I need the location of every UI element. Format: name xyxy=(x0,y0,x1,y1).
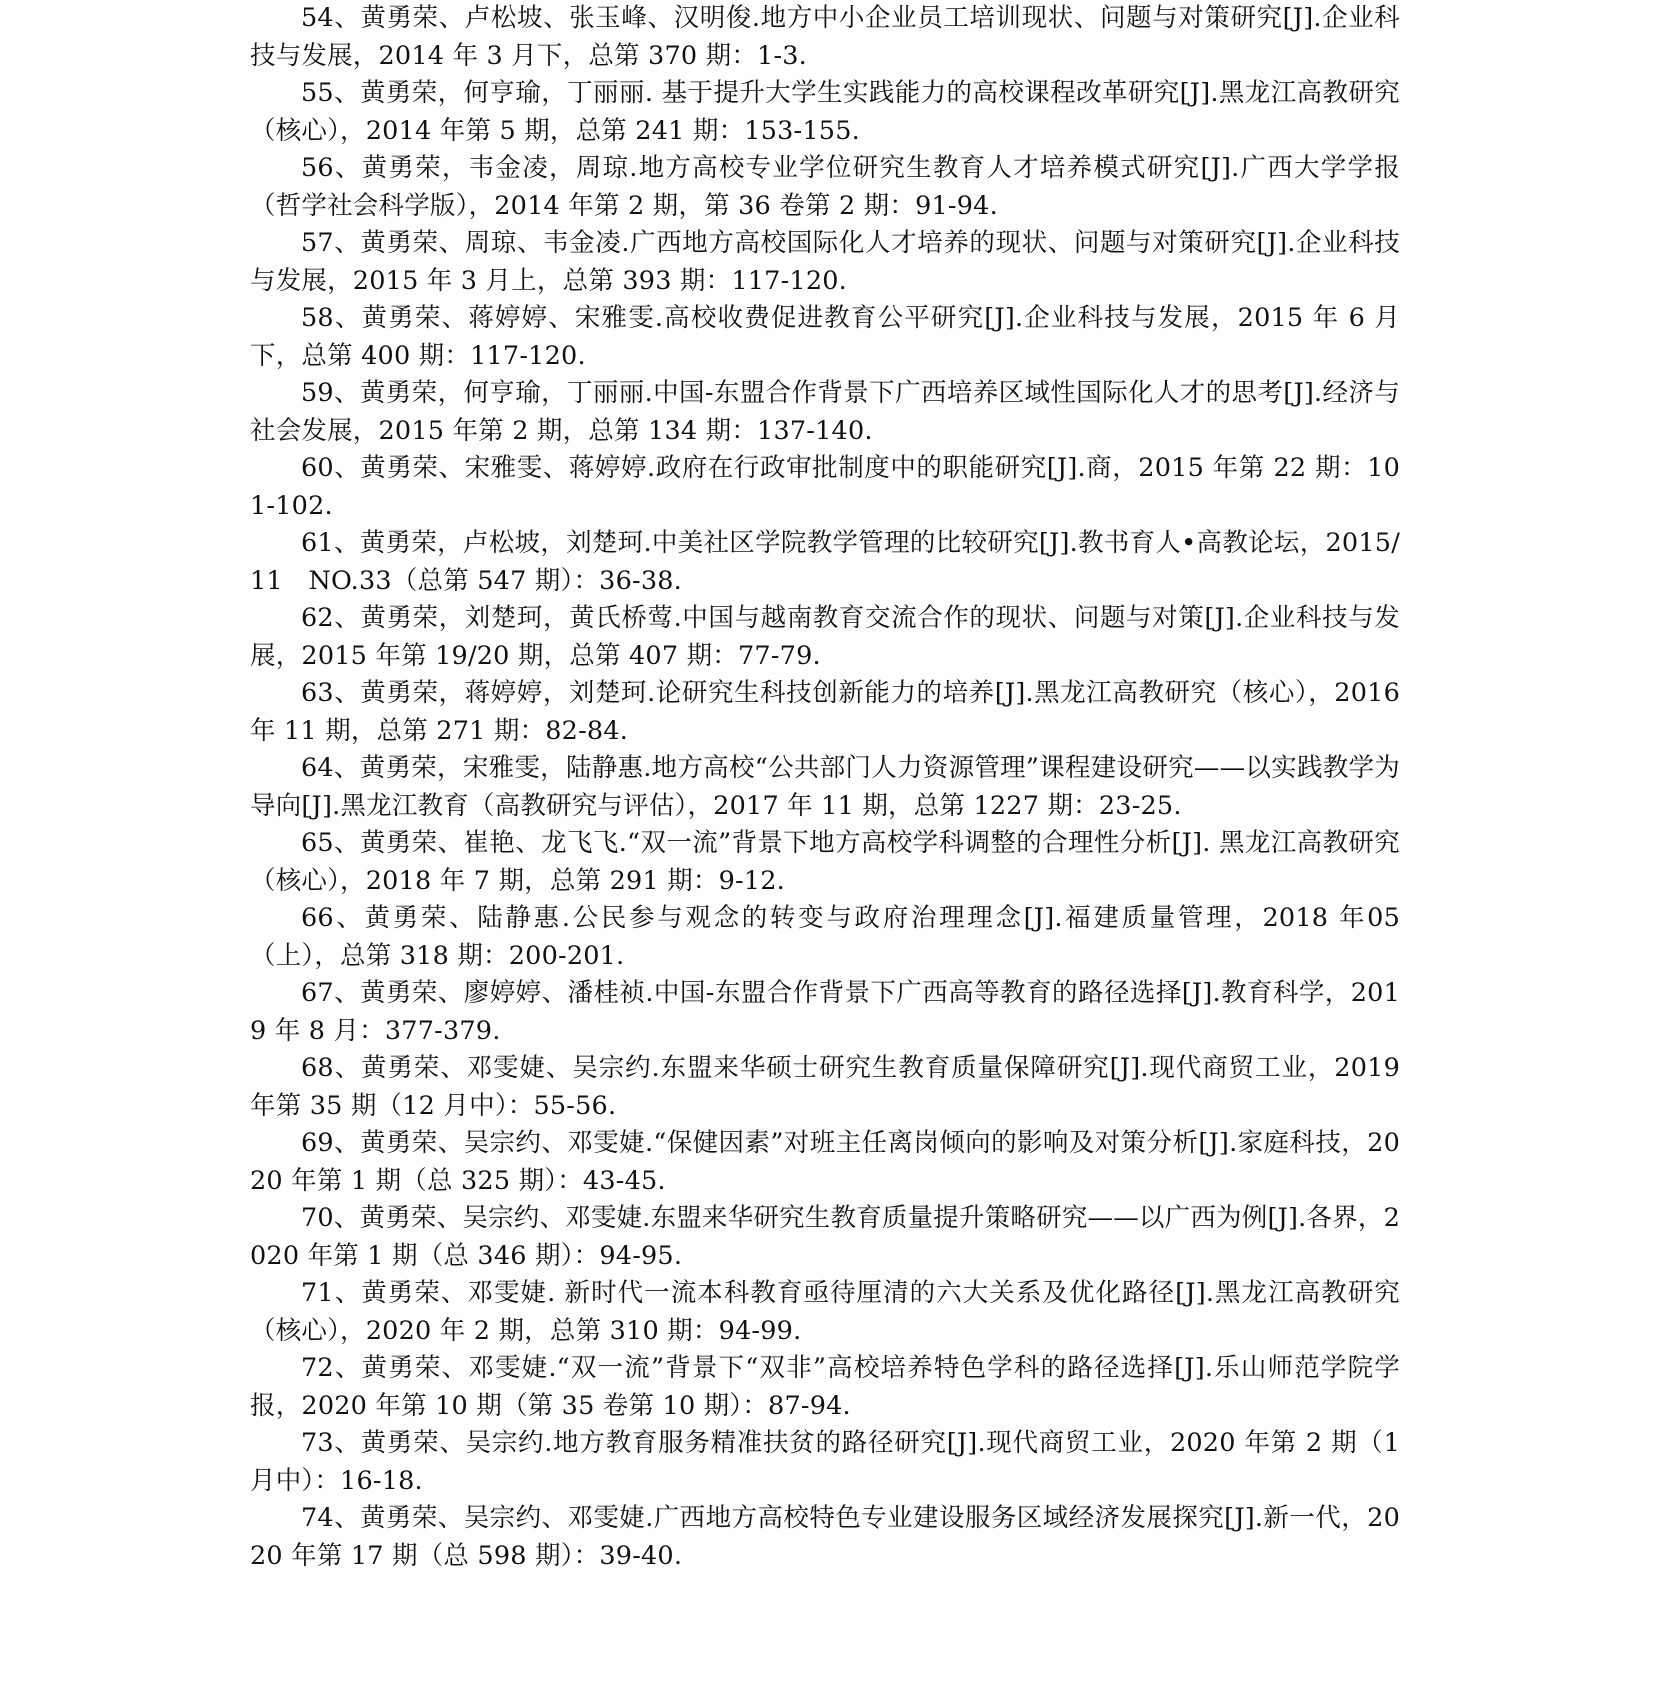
reference-item: 54、黄勇荣、卢松坡、张玉峰、汉明俊.地方中小企业员工培训现状、问题与对策研究[J].企业科技与发展，2014 年 3 月下，总第 370 期：1-3. xyxy=(250,3,1400,71)
reference-item: 63、黄勇荣，蒋婷婷，刘楚珂.论研究生科技创新能力的培养[J].黑龙江高教研究（核心），2016 年 11 期，总第 271 期：82-84. xyxy=(250,678,1400,746)
reference-item: 64、黄勇荣，宋雅雯，陆静惠.地方高校“公共部门人力资源管理”课程建设研究——以实践教学为导向[J].黑龙江教育（高教研究与评估），2017 年 11 期，总第 1227 期：23-25. xyxy=(250,753,1400,821)
reference-item: 60、黄勇荣、宋雅雯、蒋婷婷.政府在行政审批制度中的职能研究[J].商，2015 年第 22 期：101-102. xyxy=(250,453,1400,521)
reference-item: 70、黄勇荣、吴宗约、邓雯婕.东盟来华研究生教育质量提升策略研究——以广西为例[J].各界，2020 年第 1 期（总 346 期）：94-95. xyxy=(250,1203,1400,1271)
reference-list xyxy=(250,0,1400,1575)
reference-item: 72、黄勇荣、邓雯婕.“双一流”背景下“双非”高校培养特色学科的路径选择[J].乐山师范学院学报，2020 年第 10 期（第 35 卷第 10 期）：87-94. xyxy=(250,1353,1400,1421)
reference-item: 56、黄勇荣，韦金凌，周琼.地方高校专业学位研究生教育人才培养模式研究[J].广西大学学报（哲学社会科学版），2014 年第 2 期，第 36 卷第 2 期：91-94. xyxy=(250,153,1400,221)
reference-item: 62、黄勇荣，刘楚珂，黄氏桥莺.中国与越南教育交流合作的现状、问题与对策[J].企业科技与发展，2015 年第 19/20 期，总第 407 期：77-79. xyxy=(250,603,1400,671)
reference-item: 74、黄勇荣、吴宗约、邓雯婕.广西地方高校特色专业建设服务区域经济发展探究[J].新一代，2020 年第 17 期（总 598 期）：39-40. xyxy=(250,1503,1400,1571)
reference-item: 68、黄勇荣、邓雯婕、吴宗约.东盟来华硕士研究生教育质量保障研究[J].现代商贸工业，2019 年第 35 期（12 月中）：55-56. xyxy=(250,1053,1400,1121)
reference-item: 65、黄勇荣、崔艳、龙飞飞.“双一流”背景下地方高校学科调整的合理性分析[J]. 黑龙江高教研究（核心），2018 年 7 期，总第 291 期：9-12. xyxy=(250,828,1400,896)
reference-item: 55、黄勇荣，何亨瑜，丁丽丽. 基于提升大学生实践能力的高校课程改革研究[J].黑龙江高教研究（核心），2014 年第 5 期，总第 241 期：153-155. xyxy=(250,78,1400,146)
reference-item: 57、黄勇荣、周琼、韦金凌.广西地方高校国际化人才培养的现状、问题与对策研究[J].企业科技与发展，2015 年 3 月上，总第 393 期：117-120. xyxy=(250,228,1400,296)
reference-item: 66、黄勇荣、陆静惠.公民参与观念的转变与政府治理理念[J].福建质量管理，2018 年05（上），总第 318 期：200-201. xyxy=(250,903,1400,971)
reference-item: 59、黄勇荣，何亨瑜，丁丽丽.中国-东盟合作背景下广西培养区域性国际化人才的思考[J].经济与社会发展，2015 年第 2 期，总第 134 期：137-140. xyxy=(250,378,1400,446)
reference-item: 69、黄勇荣、吴宗约、邓雯婕.“保健因素”对班主任离岗倾向的影响及对策分析[J].家庭科技，2020 年第 1 期（总 325 期）：43-45. xyxy=(250,1128,1400,1196)
reference-item: 71、黄勇荣、邓雯婕. 新时代一流本科教育亟待厘清的六大关系及优化路径[J].黑龙江高教研究（核心），2020 年 2 期，总第 310 期：94-99. xyxy=(250,1278,1400,1346)
reference-item: 58、黄勇荣、蒋婷婷、宋雅雯.高校收费促进教育公平研究[J].企业科技与发展，2015 年 6 月下，总第 400 期：117-120. xyxy=(250,303,1400,371)
reference-item: 67、黄勇荣、廖婷婷、潘桂祯.中国-东盟合作背景下广西高等教育的路径选择[J].教育科学，2019 年 8 月：377-379. xyxy=(250,978,1400,1046)
reference-item: 73、黄勇荣、吴宗约.地方教育服务精准扶贫的路径研究[J].现代商贸工业，2020 年第 2 期（1 月中）：16-18. xyxy=(250,1428,1400,1496)
reference-item: 61、黄勇荣，卢松坡，刘楚珂.中美社区学院教学管理的比较研究[J].教书育人•高教论坛，2015/11 NO.33（总第 547 期）：36-38. xyxy=(250,528,1400,596)
